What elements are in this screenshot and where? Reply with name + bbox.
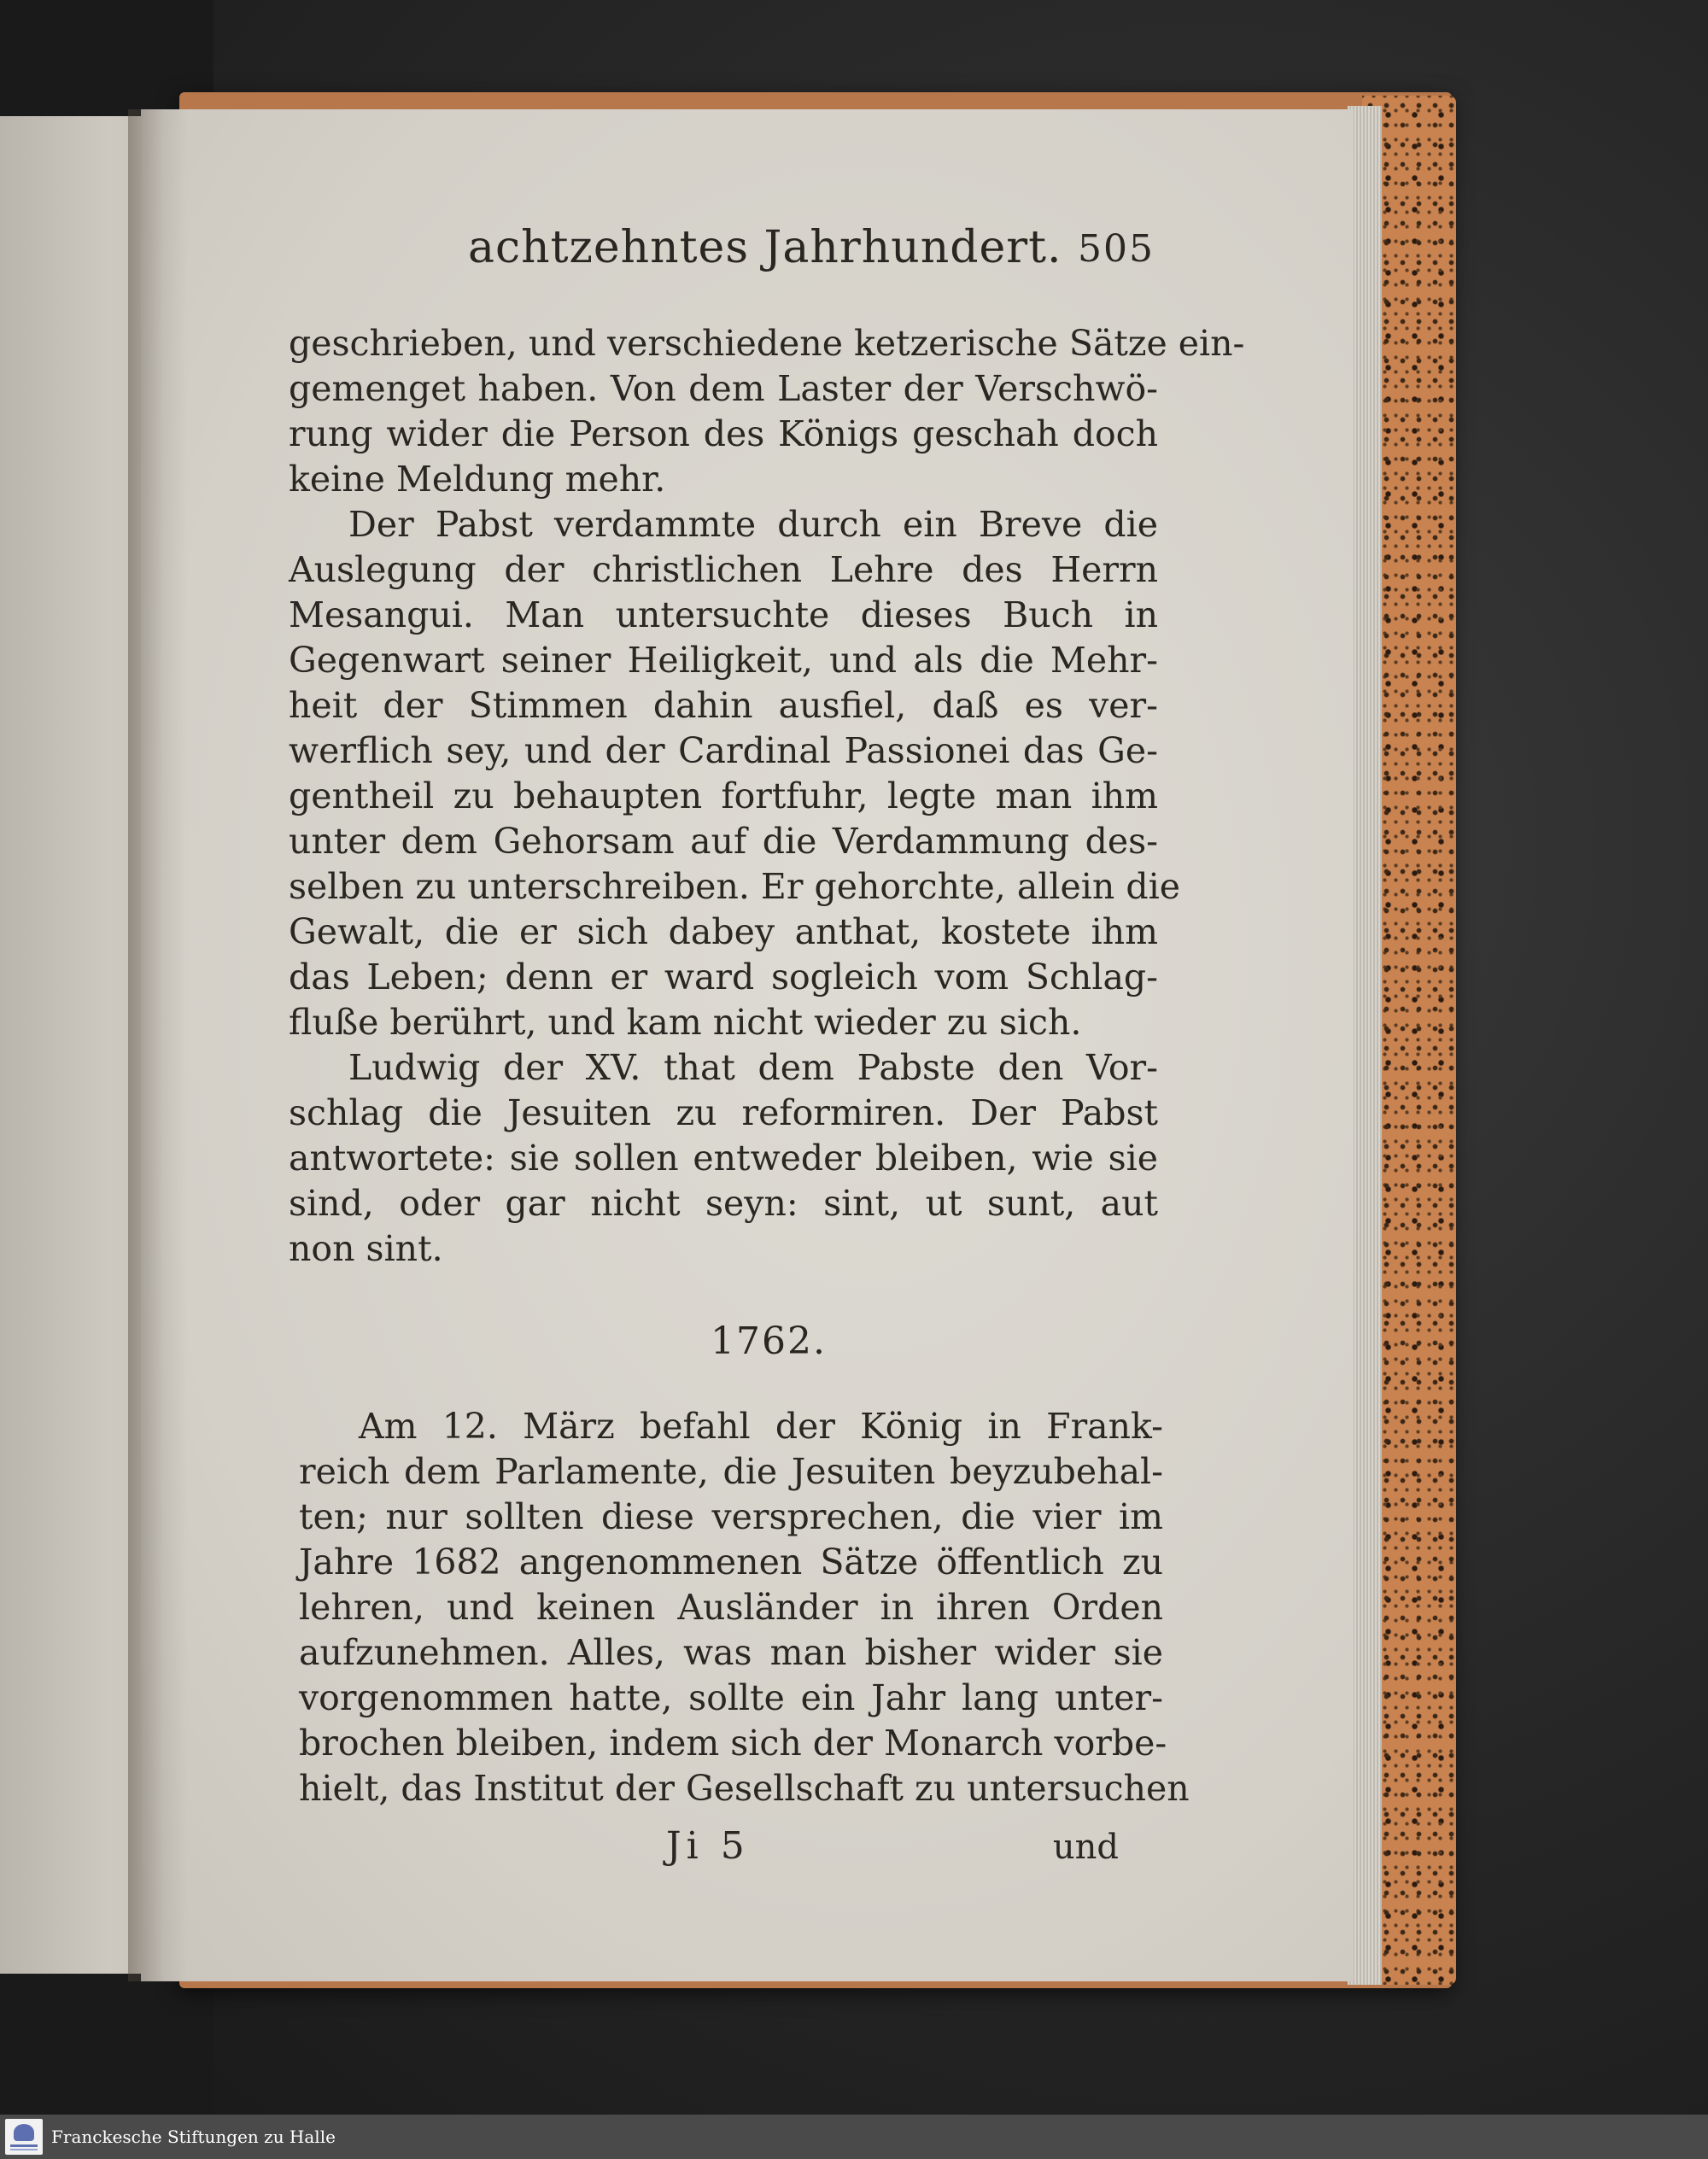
page-number: 505: [1078, 227, 1155, 271]
institution-bar: [0, 2115, 1708, 2159]
text-line: Ludwig der XV. that dem Pabste den Vor-: [348, 1047, 1158, 1088]
text-line: ten; nur sollten diese versprechen, die vier im: [299, 1496, 1163, 1537]
text-line: unter dem Gehorsam auf die Verdammung des-: [289, 821, 1158, 862]
institution-label[interactable]: Franckesche Stiftungen zu Halle: [51, 2127, 336, 2147]
text-line: lehren, und keinen Ausländer in ihren Orden: [299, 1587, 1163, 1628]
text-line: schlag die Jesuiten zu reformiren. Der Pabst: [289, 1092, 1158, 1133]
catchword: und: [1052, 1828, 1119, 1867]
franckesche-stiftungen-logo-icon[interactable]: [5, 2119, 43, 2155]
page-header: [468, 212, 1161, 280]
page-gutter-shadow: [128, 109, 188, 1981]
text-line: selben zu unterschreiben. Er gehorchte, allein die: [289, 866, 1180, 907]
text-line: das Leben; denn er ward sogleich vom Schlag-: [289, 957, 1158, 998]
text-line: brochen bleiben, indem sich der Monarch vorbe-: [299, 1723, 1167, 1764]
text-line: sind, oder gar nicht seyn: sint, ut sunt, aut: [289, 1183, 1158, 1224]
page-footer: [666, 1824, 1119, 1875]
text-line: Auslegung der christlichen Lehre des Herrn: [289, 549, 1158, 590]
body-text-top: [289, 321, 1245, 1272]
text-line: fluße berührt, und kam nicht wieder zu sich.: [289, 1002, 1082, 1043]
text-line: geschrieben, und verschiedene ketzerische Sätze ein-: [289, 323, 1245, 364]
text-line: gentheil zu behaupten fortfuhr, legte man ihm: [289, 775, 1158, 816]
text-line: non sint.: [289, 1228, 443, 1269]
text-line: keine Meldung mehr.: [289, 459, 666, 500]
text-line: Gegenwart seiner Heiligkeit, und als die Mehr-: [289, 640, 1158, 681]
text-line: hielt, das Institut der Gesellschaft zu untersuchen: [299, 1768, 1190, 1809]
text-line: gemenget haben. Von dem Laster der Verschwö-: [289, 368, 1158, 409]
text-line: aufzunehmen. Alles, was man bisher wider sie: [299, 1632, 1163, 1673]
text-line: heit der Stimmen dahin ausfiel, daß es ver-: [289, 685, 1158, 726]
text-line: werflich sey, und der Cardinal Passionei das Ge-: [289, 730, 1158, 771]
text-line: vorgenommen hatte, sollte ein Jahr lang unter-: [299, 1677, 1163, 1718]
text-line: rung wider die Person des Königs geschah doch: [289, 413, 1158, 454]
year-heading: 1762.: [711, 1319, 827, 1363]
signature-mark: Ji 5: [666, 1824, 750, 1868]
text-line: antwortete: sie sollen entweder bleiben, wie sie: [289, 1138, 1158, 1179]
body-text-bottom: [299, 1404, 1190, 1811]
text-line: Jahre 1682 angenommenen Sätze öffentlich zu: [299, 1542, 1163, 1583]
text-line: Gewalt, die er sich dabey anthat, kostete ihm: [289, 911, 1158, 952]
running-title: achtzehntes Jahrhundert.: [468, 222, 1062, 273]
text-line: Am 12. März befahl der König in Frank-: [359, 1406, 1163, 1447]
text-line: Mesangui. Man untersuchte dieses Buch in: [289, 594, 1158, 635]
text-line: reich dem Parlamente, die Jesuiten beyzubehal-: [299, 1451, 1163, 1492]
text-line: Der Pabst verdammte durch ein Breve die: [348, 504, 1158, 545]
